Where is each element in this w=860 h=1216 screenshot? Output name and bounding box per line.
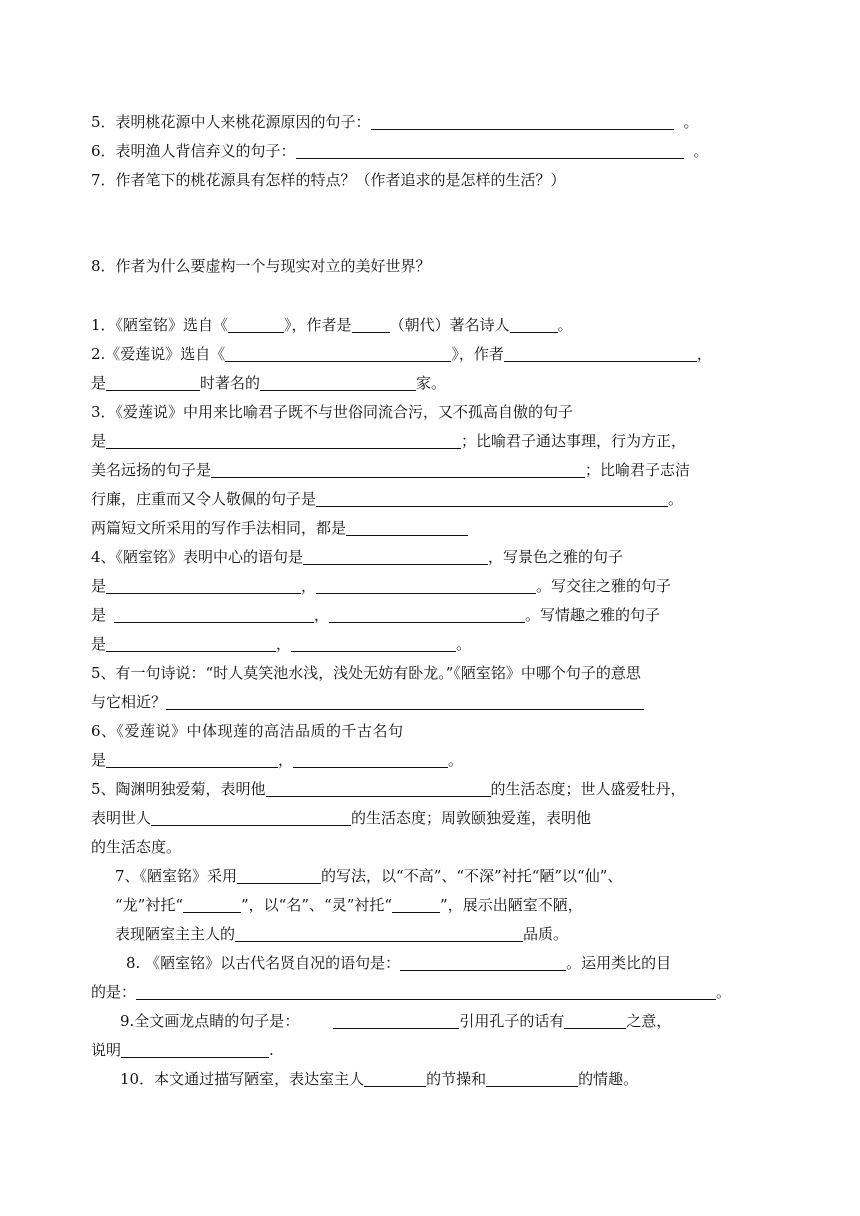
lou-question-4-line4: 是 ， 。 [91, 635, 472, 653]
lou-question-9: 9.全文画龙点睛的句子是： 引用孔子的话有 之意， [120, 1012, 672, 1030]
answer-blank[interactable] [364, 1070, 426, 1087]
answer-blank[interactable] [316, 490, 668, 507]
lou-question-2-cont: 是 时著名的 家。 [91, 374, 447, 392]
answer-blank[interactable] [346, 519, 468, 536]
answer-blank[interactable] [260, 374, 416, 391]
answer-blank[interactable] [106, 635, 276, 652]
lou-question-3-line3: 美名远扬的句子是 ；比喻君子志洁 [91, 461, 691, 479]
answer-blank[interactable] [136, 983, 716, 1000]
lou-question-3: 3．《爱莲说》中用来比喻君子既不与世俗同流合污，又不孤高自傲的句子 [91, 403, 574, 421]
lou-question-7-line2: “龙”衬托“ ”，以“名”、“灵”衬托“ ”，展示出陋室不陋， [115, 896, 583, 914]
lou-question-5-line2: 与它相近？ [91, 692, 644, 712]
answer-blank[interactable] [235, 925, 523, 942]
answer-blank[interactable] [303, 548, 488, 565]
answer-blank[interactable] [237, 867, 321, 884]
lou-question-5b-line3: 的生活态度。 [91, 838, 182, 856]
lou-question-4: 4、《陋室铭》表明中心的语句是 ，写景色之雅的句子 [91, 548, 624, 566]
answer-blank[interactable] [333, 1012, 459, 1029]
answer-blank[interactable] [371, 113, 674, 130]
lou-question-10: 10．本文通过描写陋室，表达室主人 的节操和 的情趣。 [120, 1070, 639, 1088]
answer-blank[interactable] [293, 751, 448, 768]
answer-blank[interactable] [106, 432, 461, 449]
answer-blank[interactable] [183, 896, 241, 913]
question-5: 5．表明桃花源中人来桃花源原因的句子： 。 [91, 113, 699, 131]
answer-blank[interactable] [225, 345, 451, 362]
answer-blank[interactable] [114, 606, 314, 623]
answer-blank[interactable] [228, 316, 284, 333]
answer-blank[interactable] [504, 345, 697, 362]
answer-blank[interactable] [392, 896, 440, 913]
answer-blank[interactable] [151, 809, 351, 826]
lou-question-8: 8. 《陋室铭》以古代名贤自况的语句是： 。运用类比的目 [126, 954, 672, 972]
answer-blank[interactable] [266, 780, 491, 797]
lou-question-3-line5: 两篇短文所采用的写作手法相同，都是 [91, 518, 468, 538]
lou-question-4-line3: 是 ， 。写情趣之雅的句子 [91, 606, 661, 624]
question-text: 5．表明桃花源中人来桃花源原因的句子： [91, 113, 371, 131]
answer-blank[interactable] [166, 693, 644, 710]
lou-question-3-line2: 是 ；比喻君子通达事理，行为方正， [91, 432, 687, 450]
answer-blank[interactable] [329, 606, 525, 623]
question-7: 7．作者笔下的桃花源具有怎样的特点？（作者追求的是怎样的生活？） [91, 171, 566, 189]
answer-blank[interactable] [564, 1012, 626, 1029]
lou-question-6: 6、《爱莲说》中体现莲的高洁品质的千古名句 [91, 722, 404, 740]
answer-blank[interactable] [106, 577, 301, 594]
answer-blank[interactable] [510, 316, 558, 333]
answer-blank[interactable] [121, 1041, 269, 1058]
lou-question-5b: 5、陶渊明独爱菊，表明他 的生活态度；世人盛爱牡丹， [91, 780, 686, 798]
answer-blank[interactable] [352, 316, 390, 333]
lou-question-1: 1．《陋室铭》选自《 》，作者是 （朝代）著名诗人 。 [91, 316, 573, 334]
lou-question-5: 5、有一句诗说：“时人莫笑池水浅，浅处无妨有卧龙。”《陋室铭》中哪个句子的意思 [91, 664, 641, 682]
lou-question-4-line2: 是 ， 。写交往之雅的句子 [91, 577, 672, 595]
answer-blank[interactable] [316, 577, 536, 594]
question-text: 6．表明渔人背信弃义的句子： [91, 142, 296, 160]
answer-blank[interactable] [106, 374, 200, 391]
lou-question-8-line2: 的是： 。 [91, 983, 732, 1001]
question-6: 6．表明渔人背信弃义的句子： 。 [91, 142, 709, 160]
answer-blank[interactable] [296, 142, 684, 159]
lou-question-5b-line2: 表明世人 的生活态度；周敦颐独爱莲，表明他 [91, 809, 592, 827]
answer-blank[interactable] [486, 1070, 578, 1087]
answer-blank[interactable] [400, 954, 566, 971]
answer-blank[interactable] [211, 461, 585, 478]
lou-question-3-line4: 行廉，庄重而又令人敬佩的句子是 。 [91, 490, 684, 508]
lou-question-7: 7、《陋室铭》采用 的写法，以“不高”、“不深”衬托“陋”以“仙”、 [115, 867, 623, 885]
answer-blank[interactable] [291, 635, 456, 652]
lou-question-6-line2: 是 ， 。 [91, 751, 464, 769]
lou-question-9-line2: 说明 . [91, 1041, 274, 1059]
question-8: 8．作者为什么要虚构一个与现实对立的美好世界？ [91, 257, 431, 275]
lou-question-7-line3: 表现陋室主主人的 品质。 [115, 925, 569, 943]
lou-question-2: 2.《爱莲说》选自《 》，作者 ， [91, 345, 712, 363]
answer-blank[interactable] [106, 751, 278, 768]
